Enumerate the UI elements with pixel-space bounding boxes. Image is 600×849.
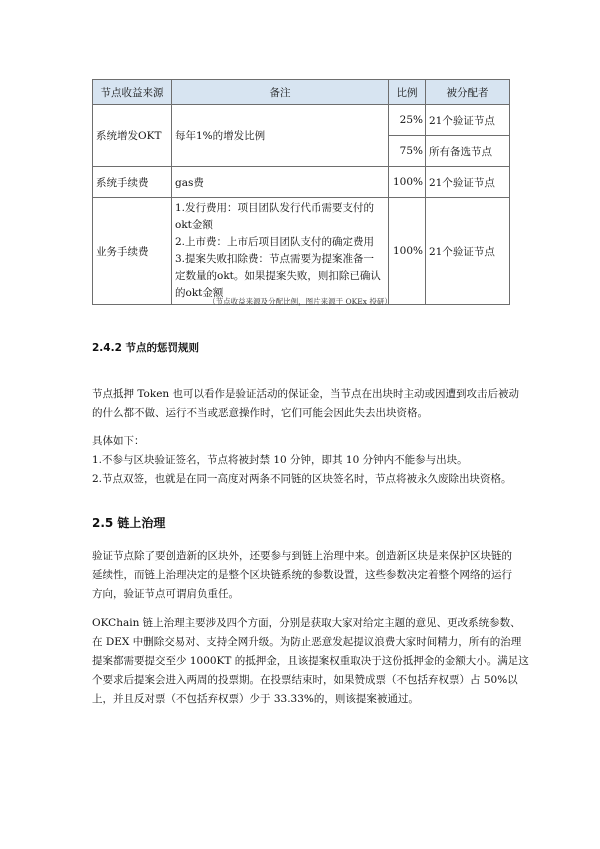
paragraph bbox=[92, 385, 520, 423]
note-line: 定数量的okt。如果提案失败，则扣除已确认 bbox=[175, 270, 381, 282]
cell-source: 系统增发OKT bbox=[93, 105, 172, 167]
cell-receiver: 21个验证节点 bbox=[426, 198, 510, 305]
note-line: 的okt金额 bbox=[175, 287, 224, 299]
cell-source: 系统手续费 bbox=[93, 167, 172, 198]
table-caption: （节点收益来源及分配比例，图片来源于 OKEx 投研） bbox=[208, 297, 392, 306]
cell-receiver: 21个验证节点 bbox=[426, 105, 510, 136]
table-header-ratio: 比例 bbox=[389, 80, 426, 105]
table-header-note: 备注 bbox=[172, 80, 389, 105]
revenue-table bbox=[92, 79, 510, 305]
text-line: 具体如下： bbox=[92, 435, 145, 447]
paragraph bbox=[92, 432, 512, 489]
text-line: 节点抵押 Token 也可以看作是验证活动的保证金，当节点在出块时主动或因遭到攻击后被动 bbox=[92, 388, 520, 400]
cell-receiver: 21个验证节点 bbox=[426, 167, 510, 198]
section-heading-2-5: 2.5 链上治理 bbox=[92, 516, 166, 530]
paragraph bbox=[92, 547, 512, 604]
text-line: 的什么都不做、运行不当或恶意操作时，它们可能会因此失去出块资格。 bbox=[92, 407, 428, 419]
text-line: 在 DEX 中删除交易对、支持全网升级。为防止恶意发起提议浪费大家时间精力，所有的治理 bbox=[92, 636, 522, 648]
table-row bbox=[93, 105, 510, 136]
cell-ratio: 25% bbox=[389, 105, 426, 136]
cell-ratio: 75% bbox=[389, 136, 426, 167]
paragraph bbox=[92, 614, 529, 709]
text-line: 1.不参与区块验证签名，节点将被封禁 10 分钟，即其 10 分钟内不能参与出块。 bbox=[92, 454, 468, 466]
text-line: 提案都需要提交至少 1000KT 的抵押金，且该提案权重取决于这份抵押金的金额大小。满足这 bbox=[92, 655, 529, 667]
cell-note: 每年1%的增发比例 bbox=[172, 105, 389, 167]
note-line: okt金额 bbox=[175, 219, 213, 231]
table-row bbox=[93, 167, 510, 198]
text-line: 个要求后提案会进入两周的投票期。在投票结束时，如果赞成票（不包括弃权票）占 50%以 bbox=[92, 674, 518, 686]
note-line: 3.提案失败扣除费：节点需要为提案准备一 bbox=[175, 253, 375, 265]
text-line: 方向，验证节点可谓肩负重任。 bbox=[92, 588, 239, 600]
table-header-receiver: 被分配者 bbox=[426, 80, 510, 105]
cell-note bbox=[172, 198, 389, 305]
cell-ratio: 100% bbox=[389, 198, 426, 305]
table-row bbox=[93, 198, 510, 305]
text-line: 延续性，而链上治理决定的是整个区块链系统的参数设置，这些参数决定着整个网络的运行 bbox=[92, 569, 512, 581]
cell-ratio: 100% bbox=[389, 167, 426, 198]
note-line: 1.发行费用：项目团队发行代币需要支付的 bbox=[175, 202, 375, 214]
table-header-row bbox=[93, 80, 510, 105]
text-line: 上，并且反对票（不包括弃权票）少于 33.33%的，则该提案被通过。 bbox=[92, 693, 419, 705]
text-line: OKChain 链上治理主要涉及四个方面，分别是获取大家对给定主题的意见、更改系统参数、 bbox=[92, 617, 521, 629]
table-header-source: 节点收益来源 bbox=[93, 80, 172, 105]
cell-note: gas费 bbox=[172, 167, 389, 198]
cell-source: 业务手续费 bbox=[93, 198, 172, 305]
text-line: 2.节点双签，也就是在同一高度对两条不同链的区块签名时，节点将被永久废除出块资格。 bbox=[92, 473, 512, 485]
text-line: 验证节点除了要创造新的区块外，还要参与到链上治理中来。创造新区块是来保护区块链的 bbox=[92, 550, 512, 562]
section-heading-2-4-2: 2.4.2 节点的惩罚规则 bbox=[92, 342, 200, 354]
note-line: 2.上市费：上市后项目团队支付的确定费用 bbox=[175, 236, 375, 248]
cell-receiver: 所有备选节点 bbox=[426, 136, 510, 167]
